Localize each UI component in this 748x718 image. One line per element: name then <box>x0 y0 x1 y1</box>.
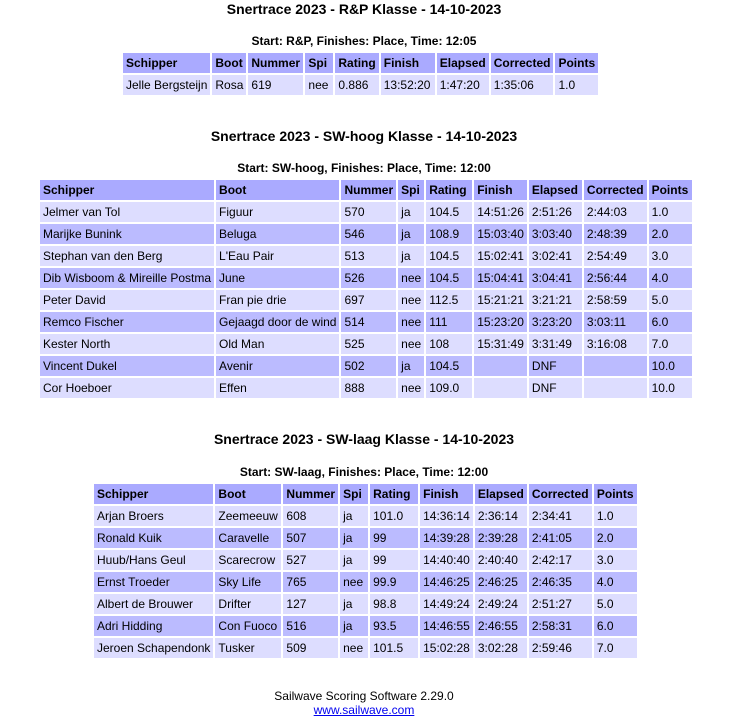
footer-software: Sailwave Scoring Software 2.29.0 <box>274 689 454 703</box>
column-header: Rating <box>426 180 472 200</box>
table-row <box>94 594 637 614</box>
column-header: Points <box>594 484 637 504</box>
cell-rating: 93.5 <box>370 616 418 636</box>
column-header: Elapsed <box>475 484 527 504</box>
cell-spi: ja <box>340 616 368 636</box>
cell-corrected: 2:44:03 <box>584 202 647 222</box>
table-row <box>40 334 692 354</box>
cell-boot: Drifter <box>215 594 281 614</box>
column-header: Nummer <box>341 180 396 200</box>
cell-elapsed: 3:02:41 <box>529 246 582 266</box>
cell-spi: nee <box>398 290 424 310</box>
cell-elapsed: 3:31:49 <box>529 334 582 354</box>
cell-spi: nee <box>305 75 333 95</box>
cell-boot: Sky Life <box>215 572 281 592</box>
cell-nummer: 570 <box>341 202 396 222</box>
cell-nummer: 502 <box>341 356 396 376</box>
cell-boot: Fran pie drie <box>216 290 339 310</box>
column-header: Spi <box>305 53 333 73</box>
cell-schipper: Adri Hidding <box>94 616 213 636</box>
column-header: Schipper <box>94 484 213 504</box>
cell-corrected: 2:58:31 <box>529 616 592 636</box>
cell-corrected: 2:34:41 <box>529 506 592 526</box>
cell-spi: ja <box>340 528 368 548</box>
cell-corrected: 2:59:46 <box>529 638 592 658</box>
cell-nummer: 765 <box>283 572 338 592</box>
cell-boot: Effen <box>216 378 339 398</box>
cell-rating: 104.5 <box>426 356 472 376</box>
table-row <box>40 378 692 398</box>
cell-boot: Rosa <box>212 75 246 95</box>
cell-spi: nee <box>398 312 424 332</box>
cell-boot: Beluga <box>216 224 339 244</box>
cell-corrected: 1:35:06 <box>491 75 554 95</box>
cell-nummer: 516 <box>283 616 338 636</box>
cell-rating: 101.5 <box>370 638 418 658</box>
cell-nummer: 608 <box>283 506 338 526</box>
cell-points: 1.0 <box>555 75 598 95</box>
cell-corrected: 2:54:49 <box>584 246 647 266</box>
cell-nummer: 509 <box>283 638 338 658</box>
cell-nummer: 546 <box>341 224 396 244</box>
column-header: Spi <box>398 180 424 200</box>
cell-nummer: 888 <box>341 378 396 398</box>
table-row <box>40 312 692 332</box>
column-header: Spi <box>340 484 368 504</box>
section-title: Snertrace 2023 - SW-laag Klasse - 14-10-2023 <box>213 431 515 447</box>
column-header: Elapsed <box>437 53 489 73</box>
cell-finish: 15:02:28 <box>420 638 473 658</box>
cell-corrected: 3:16:08 <box>584 334 647 354</box>
cell-boot: Tusker <box>215 638 281 658</box>
cell-nummer: 526 <box>341 268 396 288</box>
cell-spi: ja <box>398 224 424 244</box>
header-row <box>123 53 598 73</box>
cell-schipper: Jeroen Schapendonk <box>94 638 213 658</box>
cell-nummer: 514 <box>341 312 396 332</box>
cell-finish: 14:49:24 <box>420 594 473 614</box>
cell-corrected: 2:56:44 <box>584 268 647 288</box>
cell-finish: 14:40:40 <box>420 550 473 570</box>
table-row <box>94 572 637 592</box>
cell-points: 1.0 <box>649 202 692 222</box>
cell-elapsed: 2:51:26 <box>529 202 582 222</box>
cell-schipper: Marijke Bunink <box>40 224 214 244</box>
column-header: Schipper <box>40 180 214 200</box>
cell-rating: 108.9 <box>426 224 472 244</box>
cell-spi: nee <box>398 378 424 398</box>
cell-elapsed: 3:04:41 <box>529 268 582 288</box>
table-row <box>40 268 692 288</box>
cell-schipper: Albert de Brouwer <box>94 594 213 614</box>
column-header: Rating <box>335 53 378 73</box>
cell-points: 3.0 <box>649 246 692 266</box>
cell-points: 2.0 <box>649 224 692 244</box>
table-row <box>40 202 692 222</box>
cell-schipper: Arjan Broers <box>94 506 213 526</box>
cell-spi: nee <box>340 572 368 592</box>
column-header: Corrected <box>584 180 647 200</box>
column-header: Points <box>555 53 598 73</box>
column-header: Boot <box>216 180 339 200</box>
cell-elapsed: 3:03:40 <box>529 224 582 244</box>
results-table-sw-hoog <box>38 178 694 400</box>
cell-finish <box>474 378 527 398</box>
cell-spi: ja <box>340 550 368 570</box>
cell-points: 10.0 <box>649 378 692 398</box>
cell-elapsed: 1:47:20 <box>437 75 489 95</box>
cell-schipper: Vincent Dukel <box>40 356 214 376</box>
cell-spi: ja <box>398 356 424 376</box>
cell-rating: 99 <box>370 550 418 570</box>
cell-elapsed: DNF <box>529 378 582 398</box>
results-table-sw-laag <box>92 482 639 660</box>
cell-corrected <box>584 356 647 376</box>
cell-finish: 14:51:26 <box>474 202 527 222</box>
table-row <box>40 356 692 376</box>
cell-points: 3.0 <box>594 550 637 570</box>
cell-elapsed: DNF <box>529 356 582 376</box>
cell-corrected: 2:58:59 <box>584 290 647 310</box>
column-header: Elapsed <box>529 180 582 200</box>
cell-schipper: Peter David <box>40 290 214 310</box>
cell-boot: Zeemeeuw <box>215 506 281 526</box>
cell-nummer: 507 <box>283 528 338 548</box>
table-row <box>123 75 598 95</box>
cell-elapsed: 2:39:28 <box>475 528 527 548</box>
table-row <box>94 638 637 658</box>
cell-points: 10.0 <box>649 356 692 376</box>
table-row <box>40 246 692 266</box>
table-row <box>94 506 637 526</box>
cell-spi: ja <box>398 202 424 222</box>
cell-finish: 15:04:41 <box>474 268 527 288</box>
cell-spi: nee <box>340 638 368 658</box>
column-header: Rating <box>370 484 418 504</box>
column-header: Nummer <box>248 53 303 73</box>
cell-rating: 0.886 <box>335 75 378 95</box>
cell-finish <box>474 356 527 376</box>
cell-elapsed: 2:46:55 <box>475 616 527 636</box>
cell-elapsed: 3:02:28 <box>475 638 527 658</box>
cell-rating: 98.8 <box>370 594 418 614</box>
column-header: Corrected <box>529 484 592 504</box>
cell-spi: nee <box>398 334 424 354</box>
cell-boot: Figuur <box>216 202 339 222</box>
sailwave-link[interactable]: www.sailwave.com <box>313 703 415 717</box>
cell-schipper: Cor Hoeboer <box>40 378 214 398</box>
cell-points: 6.0 <box>594 616 637 636</box>
cell-corrected <box>584 378 647 398</box>
cell-boot: Avenir <box>216 356 339 376</box>
cell-schipper: Huub/Hans Geul <box>94 550 213 570</box>
cell-rating: 104.5 <box>426 246 472 266</box>
column-header: Nummer <box>283 484 338 504</box>
cell-elapsed: 2:46:25 <box>475 572 527 592</box>
cell-finish: 15:02:41 <box>474 246 527 266</box>
cell-elapsed: 3:21:21 <box>529 290 582 310</box>
cell-points: 1.0 <box>594 506 637 526</box>
cell-rating: 108 <box>426 334 472 354</box>
cell-spi: ja <box>340 506 368 526</box>
cell-finish: 15:23:20 <box>474 312 527 332</box>
cell-finish: 15:21:21 <box>474 290 527 310</box>
cell-rating: 101.0 <box>370 506 418 526</box>
cell-boot: Old Man <box>216 334 339 354</box>
cell-corrected: 2:46:35 <box>529 572 592 592</box>
cell-nummer: 525 <box>341 334 396 354</box>
header-row <box>40 180 692 200</box>
cell-nummer: 527 <box>283 550 338 570</box>
cell-finish: 15:03:40 <box>474 224 527 244</box>
cell-finish: 13:52:20 <box>381 75 435 95</box>
cell-corrected: 2:42:17 <box>529 550 592 570</box>
cell-points: 5.0 <box>594 594 637 614</box>
cell-schipper: Ronald Kuik <box>94 528 213 548</box>
column-header: Finish <box>420 484 473 504</box>
cell-points: 5.0 <box>649 290 692 310</box>
cell-elapsed: 2:49:24 <box>475 594 527 614</box>
table-row <box>94 528 637 548</box>
cell-boot: Caravelle <box>215 528 281 548</box>
cell-finish: 15:31:49 <box>474 334 527 354</box>
section-subtitle: Start: SW-laag, Finishes: Place, Time: 12:00 <box>239 465 489 479</box>
cell-boot: Con Fuoco <box>215 616 281 636</box>
table-row <box>40 224 692 244</box>
cell-finish: 14:39:28 <box>420 528 473 548</box>
cell-nummer: 127 <box>283 594 338 614</box>
cell-rating: 112.5 <box>426 290 472 310</box>
cell-finish: 14:46:55 <box>420 616 473 636</box>
table-row <box>94 550 637 570</box>
cell-schipper: Jelle Bergsteijn <box>123 75 210 95</box>
cell-corrected: 2:48:39 <box>584 224 647 244</box>
table-row <box>40 290 692 310</box>
cell-points: 7.0 <box>594 638 637 658</box>
cell-schipper: Ernst Troeder <box>94 572 213 592</box>
section-subtitle: Start: SW-hoog, Finishes: Place, Time: 12:00 <box>237 161 491 175</box>
cell-rating: 99.9 <box>370 572 418 592</box>
cell-corrected: 2:41:05 <box>529 528 592 548</box>
cell-rating: 104.5 <box>426 268 472 288</box>
cell-rating: 104.5 <box>426 202 472 222</box>
results-table-rp <box>121 51 600 97</box>
column-header: Points <box>649 180 692 200</box>
cell-elapsed: 2:40:40 <box>475 550 527 570</box>
cell-spi: nee <box>398 268 424 288</box>
cell-finish: 14:36:14 <box>420 506 473 526</box>
cell-nummer: 513 <box>341 246 396 266</box>
cell-nummer: 619 <box>248 75 303 95</box>
cell-schipper: Dib Wisboom & Mireille Postma <box>40 268 214 288</box>
cell-schipper: Jelmer van Tol <box>40 202 214 222</box>
section-subtitle: Start: R&P, Finishes: Place, Time: 12:05 <box>251 34 477 48</box>
cell-boot: Scarecrow <box>215 550 281 570</box>
cell-boot: Gejaagd door de wind <box>216 312 339 332</box>
cell-points: 4.0 <box>594 572 637 592</box>
cell-elapsed: 3:23:20 <box>529 312 582 332</box>
column-header: Schipper <box>123 53 210 73</box>
column-header: Corrected <box>491 53 554 73</box>
cell-rating: 111 <box>426 312 472 332</box>
cell-nummer: 697 <box>341 290 396 310</box>
section-title: Snertrace 2023 - R&P Klasse - 14-10-2023 <box>226 1 502 17</box>
cell-points: 2.0 <box>594 528 637 548</box>
column-header: Boot <box>212 53 246 73</box>
cell-spi: ja <box>398 246 424 266</box>
cell-points: 6.0 <box>649 312 692 332</box>
cell-points: 4.0 <box>649 268 692 288</box>
cell-points: 7.0 <box>649 334 692 354</box>
cell-schipper: Stephan van den Berg <box>40 246 214 266</box>
header-row <box>94 484 637 504</box>
table-row <box>94 616 637 636</box>
cell-boot: June <box>216 268 339 288</box>
cell-rating: 109.0 <box>426 378 472 398</box>
column-header: Boot <box>215 484 281 504</box>
cell-corrected: 2:51:27 <box>529 594 592 614</box>
cell-rating: 99 <box>370 528 418 548</box>
cell-schipper: Remco Fischer <box>40 312 214 332</box>
cell-corrected: 3:03:11 <box>584 312 647 332</box>
cell-finish: 14:46:25 <box>420 572 473 592</box>
cell-schipper: Kester North <box>40 334 214 354</box>
section-title: Snertrace 2023 - SW-hoog Klasse - 14-10-2023 <box>210 128 518 144</box>
column-header: Finish <box>381 53 435 73</box>
cell-spi: ja <box>340 594 368 614</box>
column-header: Finish <box>474 180 527 200</box>
cell-elapsed: 2:36:14 <box>475 506 527 526</box>
cell-boot: L'Eau Pair <box>216 246 339 266</box>
